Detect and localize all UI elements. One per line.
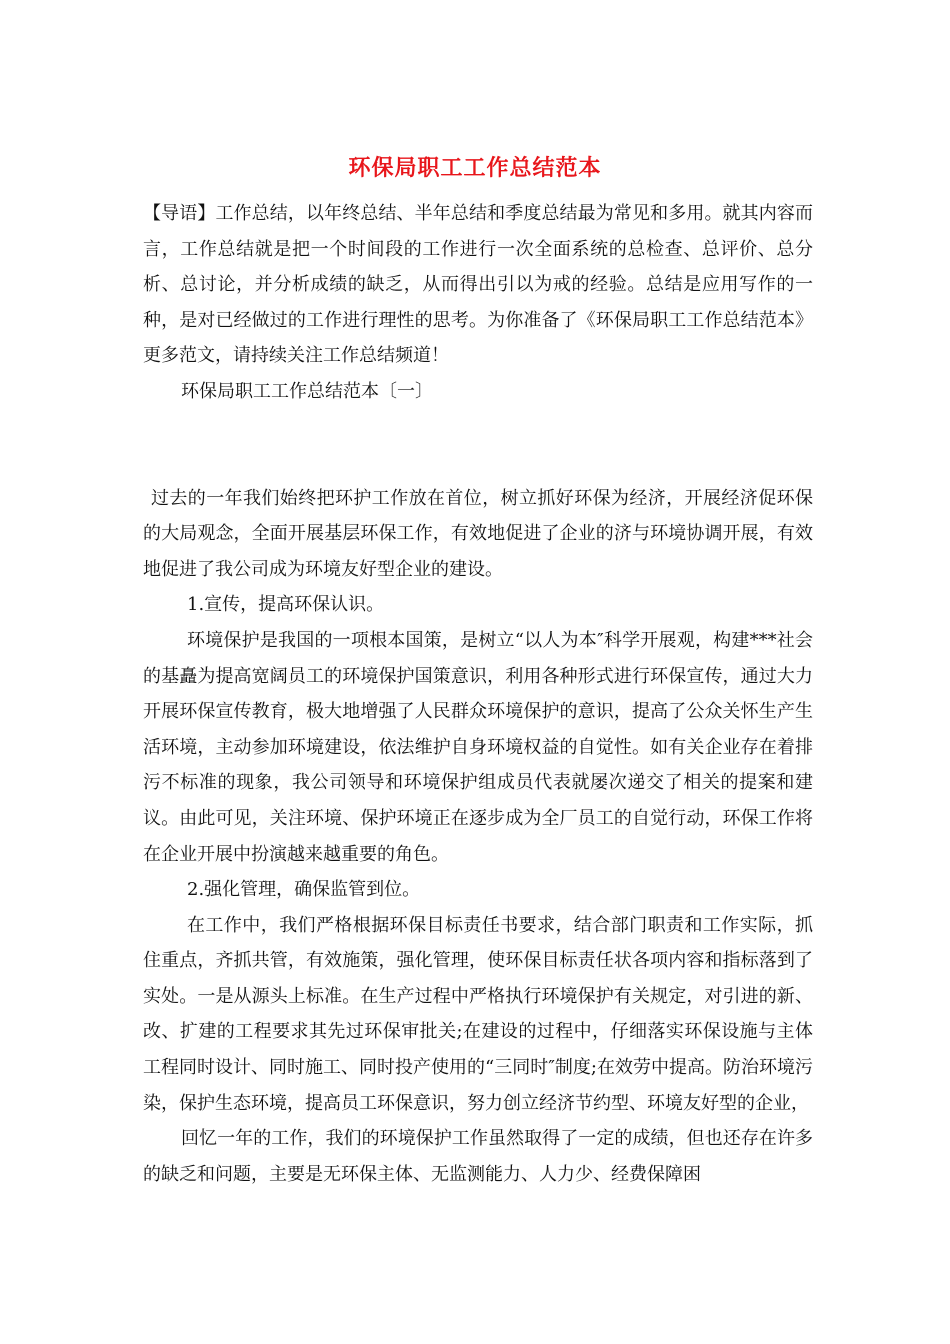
document-body: [143, 196, 813, 1192]
section-subtitle: 环保局职工工作总结范本〔一〕: [181, 380, 433, 402]
body-paragraph: 回忆一年的工作，我们的环境保护工作虽然取得了一定的成绩，但也还存在许多的缺乏和问题，主要是无环保主体、无监测能力、人力少、经费保障困: [143, 1128, 813, 1185]
body-paragraph: 环境保护是我国的一项根本国策，是树立“以人为本″科学开展观，构建***社会的基矗为提高宽阔员工的环境保护国策意识，利用各种形式进行环保宣传，通过大力开展环保宣传教育，极大地增强了人民群众环境保护的意识，提高了公众关怀生产生活环境，主动参加环境建设，依法维护自身环境权益的自觉性。如有关企业存在着排污不标准的现象，我公司领导和环境保护组成员代表就屡次递交了相关的提案和建议。由此可见，关注环境、保护环境正在逐步成为全厂员工的自觉行动，环保工作将在企业开展中扮演越来越重要的角色。: [143, 629, 813, 865]
section-heading: 2.强化管理，确保监管到位。: [187, 879, 421, 901]
document-title: 环保局职工工作总结范本: [348, 155, 602, 181]
body-paragraph: 过去的一年我们始终把环护工作放在首位，树立抓好环保为经济，开展经济促环保的大局观念，全面开展基层环保工作，有效地促进了企业的济与环境协调开展，有效地促进了我公司成为环境友好型企业的建设。: [143, 487, 813, 580]
intro-paragraph: 【导语】工作总结，以年终总结、半年总结和季度总结最为常见和多用。就其内容而言，工作总结就是把一个时间段的工作进行一次全面系统的总检查、总评价、总分析、总讨论，并分析成绩的缺乏，从而得出引以为戒的经验。总结是应用写作的一种，是对已经做过的工作进行理性的思考。为你准备了《环保局职工工作总结范本》更多范文，请持续关注工作总结频道！: [143, 203, 813, 367]
body-paragraph: 在工作中，我们严格根据环保目标责任书要求，结合部门职责和工作实际，抓住重点，齐抓共管，有效施策，强化管理，使环保目标责任状各项内容和指标落到了实处。一是从源头上标准。在生产过程中严格执行环境保护有关规定，对引进的新、改、扩建的工程要求其先过环保审批关;在建设的过程中，仔细落实环保设施与主体工程同时设计、同时施工、同时投产使用的“三同时″制度;在效劳中提高。防治环境污染，保护生态环境，提高员工环保意识，努力创立经济节约型、环境友好型的企业，: [143, 914, 813, 1114]
section-heading: 1.宣传，提高环保认识。: [187, 594, 385, 616]
blank-line: [143, 410, 813, 481]
